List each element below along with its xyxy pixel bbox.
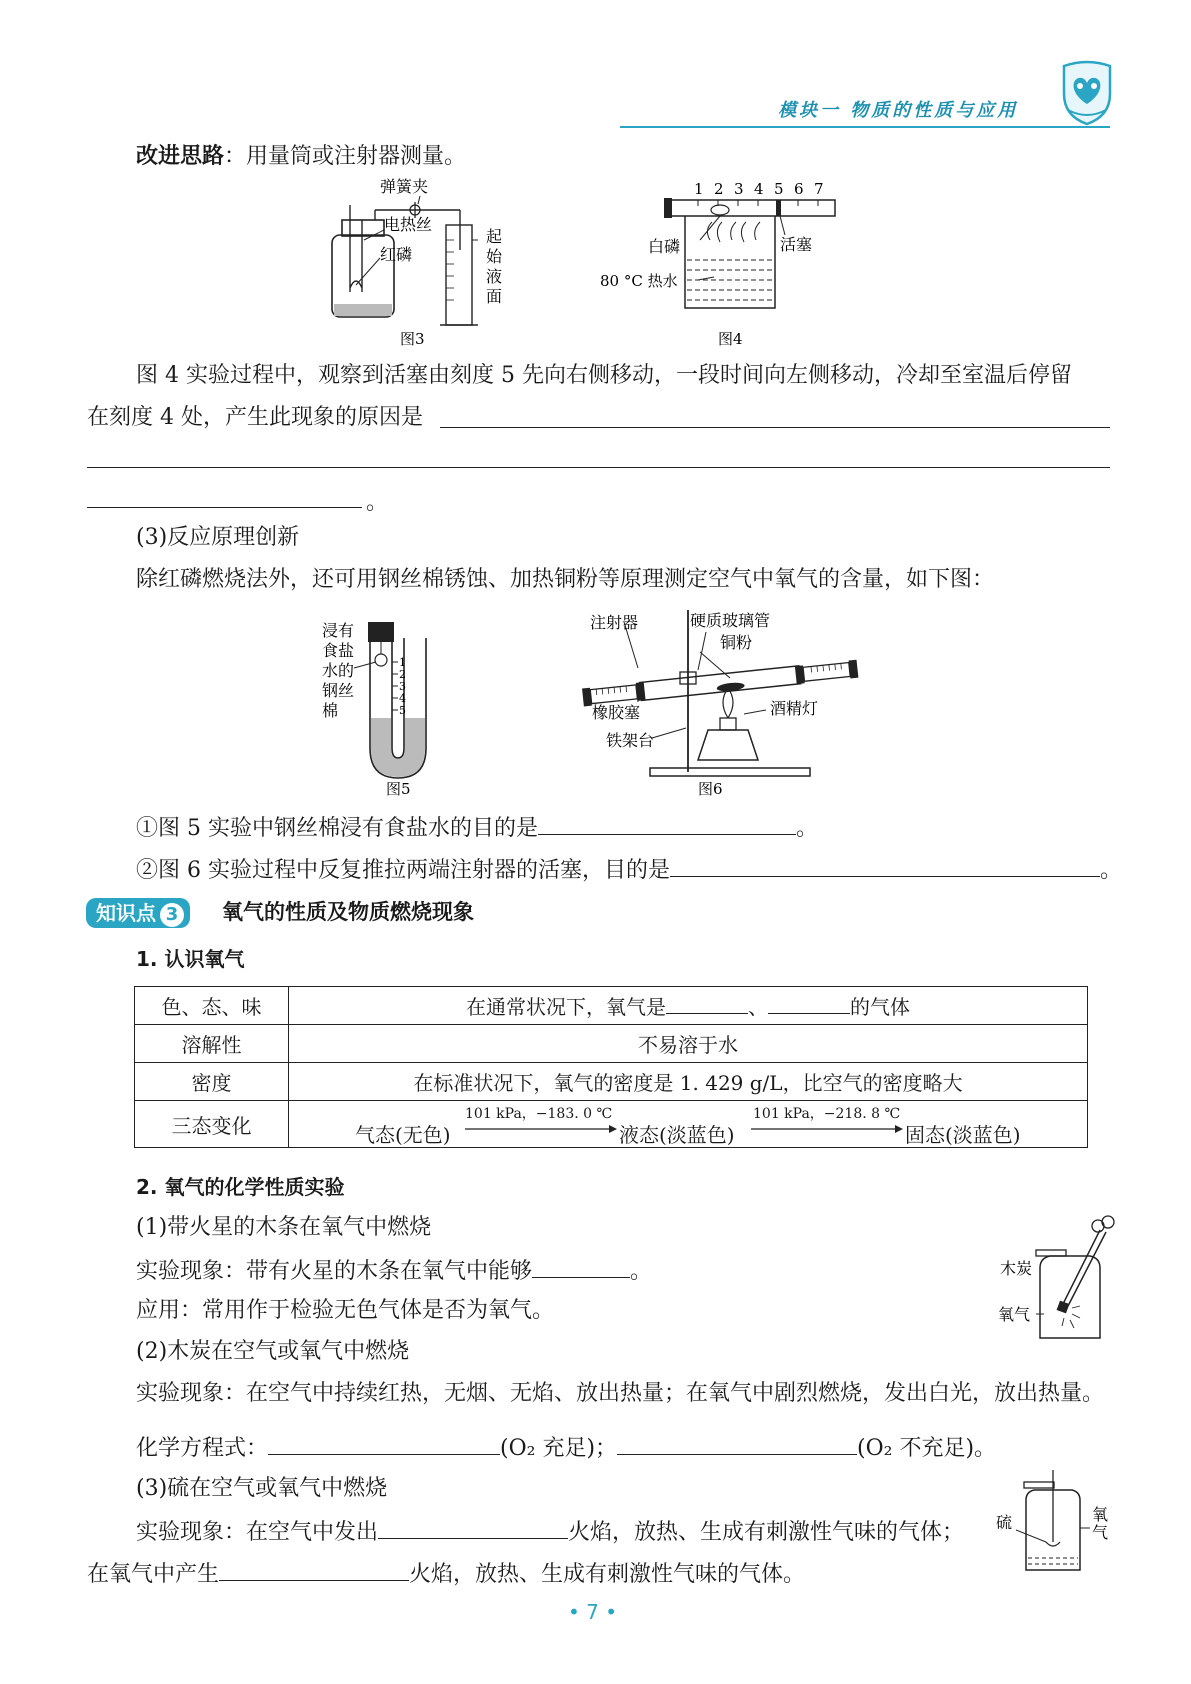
subsection-1-title: 1. 认识氧气 (136, 947, 245, 971)
exp3-obs2-text: 在氧气中产生 (87, 1562, 220, 1587)
figure-5-caption: 图5 (386, 780, 411, 798)
question-fig4-line1: 图 4 实验过程中，观察到活塞由刻度 5 先向右侧移动，一段时间向左侧移动，冷却至室温后停留 (136, 363, 1072, 388)
label-stand: 铁架台 (606, 731, 655, 750)
figure-6 (580, 610, 890, 804)
fig5-tick-2: 2 (399, 668, 406, 681)
label-lamp: 酒精灯 (770, 699, 819, 718)
label-hot-water: 80 °C 热水 (600, 272, 678, 290)
question-6-end: 。 (1100, 858, 1123, 883)
exp2-equation (136, 1432, 996, 1464)
exp3-observation-2 (87, 1558, 805, 1590)
exp1-title: (1)带火星的木条在氧气中燃烧 (136, 1215, 432, 1240)
exp2-observation: 实验现象：在空气中持续红热，无烟、无焰、放出热量；在氧气中剧烈燃烧，发出白光，放出热量。 (136, 1381, 1105, 1406)
page-number: • 7 • (568, 1600, 618, 1624)
state-gas: 气态(无色) (355, 1123, 451, 1147)
exp1-obs-text: 实验现象：带有火星的木条在氧气中能够 (136, 1259, 533, 1284)
table-value (289, 1101, 1088, 1148)
scale-3: 3 (734, 180, 744, 198)
answer-blank-eq-part[interactable] (617, 1432, 857, 1455)
state-liquid: 液态(淡蓝色) (619, 1123, 735, 1147)
table-row (135, 1101, 1088, 1148)
question-5-text: ①图 5 实验中钢丝棉浸有食盐水的目的是 (136, 816, 538, 841)
fig5-tick-3: 3 (399, 680, 406, 693)
label-copper: 铜粉 (720, 633, 753, 652)
question-5 (136, 812, 818, 844)
fig5-tick-5: 5 (399, 704, 406, 717)
label-oxygen-1: 氧气 (998, 1305, 1031, 1324)
figure-3-caption: 图3 (400, 330, 425, 348)
figure-4 (600, 180, 880, 354)
label-oxygen-2a: 氧 (1092, 1505, 1109, 1524)
section-3-intro: 除红磷燃烧法外，还可用钢丝棉锈蚀、加热铜粉等原理测定空气中氧气的含量，如下图： (136, 567, 995, 592)
answer-blank-exp3-oxygen[interactable] (219, 1558, 409, 1581)
state-solid: 固态(淡蓝色) (905, 1123, 1021, 1147)
answer-blank-fig4-a[interactable] (440, 427, 1110, 428)
fig5-label-5: 棉 (322, 701, 339, 720)
table-value: 在通常状况下，氧气是 、 的气体 (289, 987, 1088, 1025)
question-fig4-line2: 在刻度 4 处，产生此现象的原因是 (87, 405, 423, 430)
question-fig4-end: 。 (366, 490, 389, 515)
scale-1: 1 (694, 180, 704, 198)
emblem-logo (1058, 60, 1116, 132)
table-key: 三态变化 (135, 1101, 289, 1148)
label-oxygen-2b: 气 (1092, 1523, 1109, 1542)
table-value: 在标准状况下，氧气的密度是 1. 429 g/L，比空气的密度略大 (289, 1063, 1088, 1101)
scale-4: 4 (754, 180, 764, 198)
answer-blank-exp1[interactable] (532, 1255, 630, 1278)
table-row (135, 1025, 1088, 1063)
fig5-label-1: 浸有 (322, 621, 355, 640)
fig5-label-2: 食盐 (322, 641, 355, 660)
oxygen-properties-table (134, 986, 1088, 1148)
label-start-2: 始 (486, 247, 503, 266)
label-start-1: 起 (486, 227, 503, 246)
scale-5: 5 (774, 180, 784, 198)
exp3-title: (3)硫在空气或氧气中燃烧 (136, 1476, 388, 1501)
improve-label: 改进思路 (136, 144, 225, 169)
table-row (135, 1063, 1088, 1101)
exp3-obs1-tail: 火焰，放热、生成有刺激性气味的气体； (568, 1520, 965, 1545)
table-key: 溶解性 (135, 1025, 289, 1063)
improve-text: ：用量筒或注射器测量。 (224, 144, 467, 169)
condition-1: 101 kPa，−183. 0 ℃ (465, 1106, 613, 1122)
answer-blank-fig4-c[interactable] (87, 507, 362, 508)
figure-charcoal (1000, 1210, 1120, 1354)
kp-badge-label: 知识点 (96, 901, 156, 925)
label-start-4: 面 (486, 287, 503, 306)
figure-6-caption: 图6 (698, 780, 723, 798)
subsection-2-title: 2. 氧气的化学性质实验 (136, 1175, 345, 1199)
scale-2: 2 (714, 180, 724, 198)
table-key: 密度 (135, 1063, 289, 1101)
kp-title: 氧气的性质及物质燃烧现象 (222, 900, 474, 924)
answer-blank-eq-full[interactable] (268, 1432, 500, 1455)
label-rubber: 橡胶塞 (592, 703, 641, 722)
figure-3 (320, 177, 550, 354)
figure-sulfur (996, 1470, 1116, 1584)
label-red-p: 红磷 (380, 245, 413, 264)
answer-blank-fig4-b[interactable] (87, 467, 1110, 468)
exp3-obs2-tail: 火焰，放热、生成有刺激性气味的气体。 (409, 1562, 806, 1587)
scale-6: 6 (794, 180, 804, 198)
fig5-tick-4: 4 (399, 692, 406, 705)
module-title: 模块一 物质的性质与应用 (778, 100, 1019, 121)
table-key: 色、态、味 (135, 987, 289, 1025)
answer-blank-exp3-air[interactable] (378, 1516, 568, 1539)
question-6 (136, 854, 1122, 886)
eq-full-note: (O₂ 充足)； (500, 1436, 618, 1461)
label-piston: 活塞 (780, 235, 813, 254)
exp1-obs-end: 。 (630, 1259, 653, 1284)
label-sulfur: 硫 (996, 1513, 1013, 1532)
exp1-application: 应用：常用作于检验无色气体是否为氧气。 (136, 1298, 555, 1323)
figure-4-caption: 图4 (718, 330, 743, 348)
kp-number: 3 (160, 903, 184, 927)
fig5-label-4: 钢丝 (322, 681, 355, 700)
fig5-label-3: 水的 (322, 661, 355, 680)
condition-2: 101 kPa，−218. 8 ℃ (753, 1106, 901, 1122)
label-hard-tube: 硬质玻璃管 (690, 611, 771, 630)
eq-label: 化学方程式： (136, 1436, 269, 1461)
answer-blank-q6[interactable] (670, 854, 1100, 877)
exp1-observation (136, 1255, 652, 1287)
question-6-text: ②图 6 实验过程中反复推拉两端注射器的活塞，目的是 (136, 858, 670, 883)
improve-line (136, 142, 466, 172)
answer-blank-smell[interactable] (768, 995, 850, 1014)
answer-blank-q5[interactable] (538, 812, 796, 835)
question-5-end: 。 (796, 816, 819, 841)
fig5-tick-1: 1 (399, 656, 406, 669)
label-spring-clip: 弹簧夹 (380, 177, 429, 196)
knowledge-point-badge (86, 897, 190, 927)
table-value: 不易溶于水 (289, 1025, 1088, 1063)
table-row (135, 987, 1088, 1025)
scale-7: 7 (814, 180, 824, 198)
label-start-3: 液 (486, 267, 503, 286)
section-3-title: (3)反应原理创新 (136, 525, 300, 550)
eq-part-note: (O₂ 不充足)。 (857, 1436, 997, 1461)
label-charcoal: 木炭 (1000, 1259, 1033, 1278)
label-syringe: 注射器 (590, 613, 639, 632)
exp2-title: (2)木炭在空气或氧气中燃烧 (136, 1339, 410, 1364)
figure-5 (318, 618, 468, 802)
exp3-obs1-text: 实验现象：在空气中发出 (136, 1520, 379, 1545)
label-heating-wire: 电热丝 (384, 215, 433, 234)
header-rule (620, 126, 1110, 128)
answer-blank-color[interactable] (666, 995, 748, 1014)
exp3-observation-1 (136, 1516, 964, 1548)
label-white-p: 白磷 (648, 237, 681, 256)
